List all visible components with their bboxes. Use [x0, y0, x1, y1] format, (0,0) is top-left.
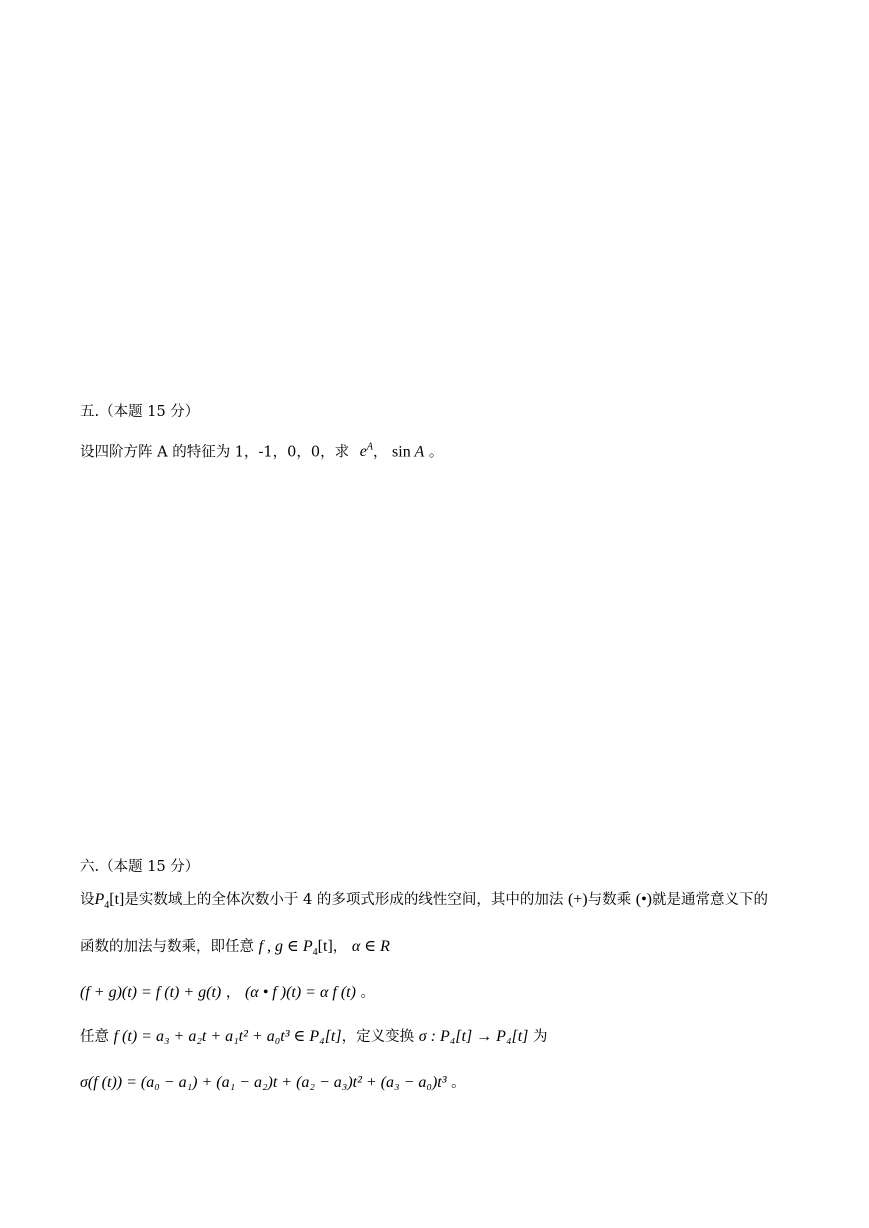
q6-dot-op: (•)	[635, 891, 653, 908]
q6-poly-expr: f (t) = a₃ + a₂t + a₁t² + a₀t³ ∈ P₄[t]	[113, 1028, 342, 1045]
q6-line4-text-b: ，定义变换	[341, 1029, 415, 1045]
q5-exp-expr: $e^A$	[359, 442, 373, 461]
q6-alpha-expr: α ∈ R	[351, 938, 390, 955]
q6-line3-sep: ，	[225, 985, 241, 1001]
q6-line4	[80, 1027, 548, 1047]
q6-sigma-def: σ(f (t)) = (a₀ − a₁) + (a₁ − a₂)t + (a₂ − a₃)t² + (a₃ − a₀)t³	[80, 1074, 447, 1091]
q6-line1-text-a: 设	[80, 892, 95, 908]
q6-line3	[80, 983, 375, 1003]
q5-sep: ，	[372, 444, 388, 461]
q6-mul-def: (α • f )(t) = α f (t)	[244, 984, 356, 1001]
q6-map-expr: σ : P₄[t] → P₄[t]	[418, 1028, 529, 1045]
q6-add-def: (f + g)(t) = f (t) + g(t)	[80, 984, 222, 1001]
q6-line1	[80, 890, 768, 916]
q6-heading: 六.（本题 15 分）	[80, 859, 200, 875]
q5-sin-expr: sin A	[392, 443, 425, 461]
q5-heading: 五.（本题 15 分）	[80, 404, 200, 420]
q6-line1-text-c: 与数乘	[587, 892, 632, 908]
q5-text: 设四阶方阵 A 的特征为 1，-1，0，0，求	[80, 444, 350, 461]
q6-plus-op: (+)	[567, 891, 588, 908]
q6-line4-text-a: 任意	[80, 1029, 109, 1045]
q6-line2-expr: f , g ∈ $P_4[t]$	[258, 938, 333, 959]
q6-line2-text-a: 函数的加法与数乘，即任意	[80, 939, 254, 955]
q6-space-symbol: $P_4[t]$	[94, 891, 125, 912]
q6-line2-sep: ，	[332, 939, 348, 955]
q6-line5	[80, 1073, 466, 1093]
q6-line4-text-c: 为	[533, 1029, 548, 1045]
q6-line5-end: 。	[451, 1075, 466, 1091]
q5-end: 。	[428, 444, 444, 461]
q6-line2	[80, 937, 390, 963]
q6-line3-end: 。	[360, 985, 376, 1001]
q6-line1-text-b: 是实数域上的全体次数小于 4 的多项式形成的线性空间，其中的加法	[124, 892, 564, 908]
q5-statement	[80, 438, 443, 462]
q6-line1-text-d: 就是通常意义下的	[652, 892, 769, 908]
